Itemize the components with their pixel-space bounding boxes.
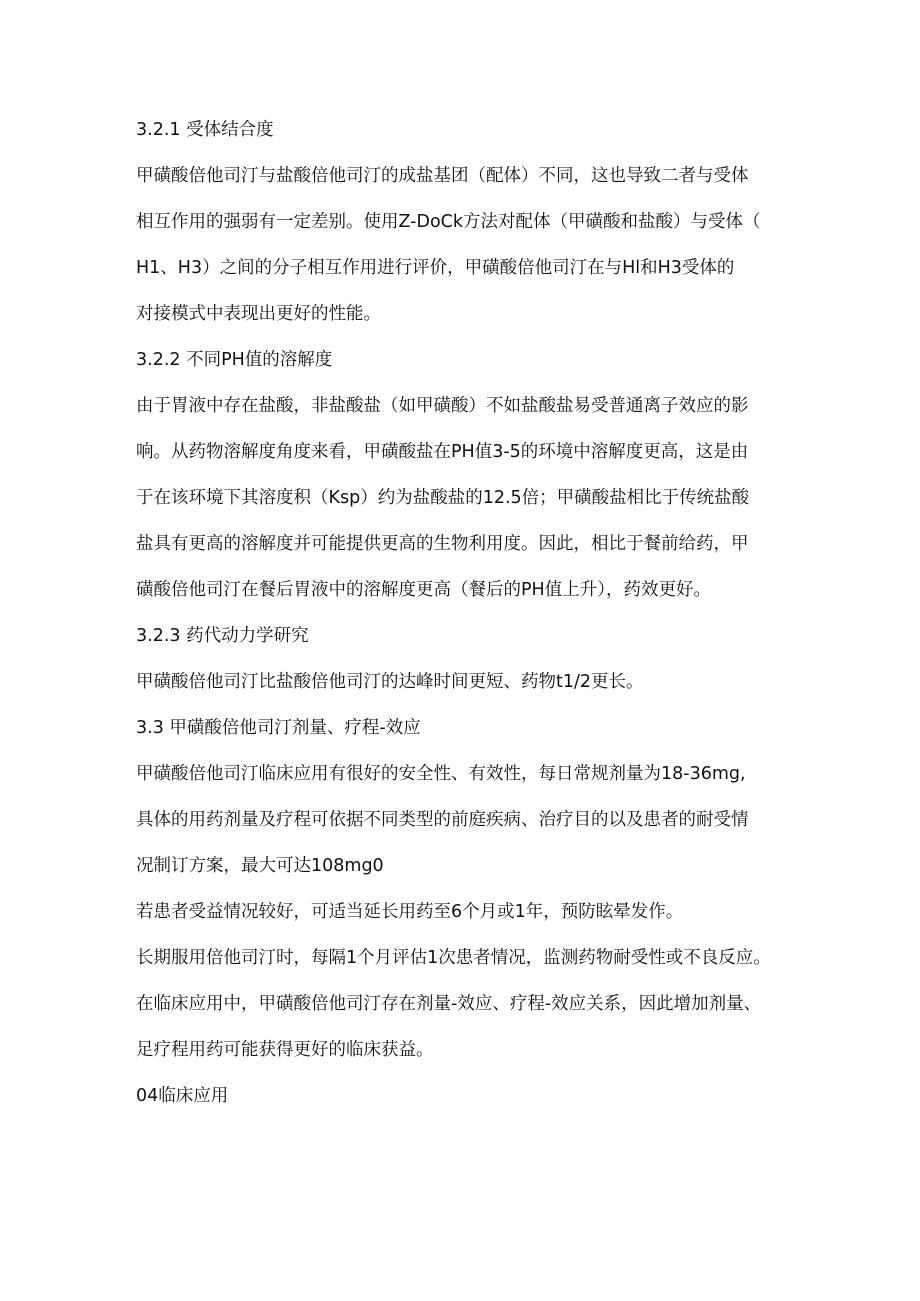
paragraph-line: 磺酸倍他司汀在餐后胃液中的溶解度更高（餐后的PH值上升），药效更好。 — [136, 580, 711, 600]
section-heading-3-2-3: 3.2.3 药代动力学研究 — [136, 626, 309, 646]
paragraph-line: 由于胃液中存在盐酸，非盐酸盐（如甲磺酸）不如盐酸盐易受普通离子效应的影 — [136, 396, 749, 416]
section-heading-04: 04临床应用 — [136, 1086, 229, 1106]
paragraph-line: 于在该环境下其溶度积（Ksp）约为盐酸盐的12.5倍；甲磺酸盐相比于传统盐酸 — [136, 488, 750, 508]
paragraph-line: 对接模式中表现出更好的性能。 — [136, 304, 381, 324]
paragraph-line: H1、H3）之间的分子相互作用进行评价，甲磺酸倍他司汀在与Hl和H3受体的 — [136, 258, 735, 278]
paragraph-line: 若患者受益情况较好，可适当延长用药至6个月或1年，预防眩晕发作。 — [136, 902, 684, 922]
paragraph-line: 甲磺酸倍他司汀临床应用有很好的安全性、有效性，每日常规剂量为18-36mg, — [136, 764, 746, 784]
paragraph-line: 长期服用倍他司汀时，每隔1个月评估1次患者情况，监测药物耐受性或不良反应。 — [136, 948, 771, 968]
paragraph-line: 相互作用的强弱有一定差别。使用Z-DoCk方法对配体（甲磺酸和盐酸）与受体（ — [136, 212, 761, 232]
paragraph-line: 在临床应用中，甲磺酸倍他司汀存在剂量-效应、疗程-效应关系，因此增加剂量、 — [136, 994, 762, 1014]
section-heading-3-2-2: 3.2.2 不同PH值的溶解度 — [136, 350, 333, 370]
paragraph-line: 足疗程用药可能获得更好的临床获益。 — [136, 1040, 434, 1060]
section-heading-3-3: 3.3 甲磺酸倍他司汀剂量、疗程-效应 — [136, 718, 421, 738]
section-heading-3-2-1: 3.2.1 受体结合度 — [136, 120, 274, 140]
paragraph-line: 况制订方案，最大可达108mg0 — [136, 856, 384, 876]
paragraph-line: 甲磺酸倍他司汀比盐酸倍他司汀的达峰时间更短、药物t1/2更长。 — [136, 672, 644, 692]
paragraph-line: 盐具有更高的溶解度并可能提供更高的生物利用度。因此，相比于餐前给药，甲 — [136, 534, 749, 554]
document-content — [136, 116, 791, 1128]
paragraph-line: 响。从药物溶解度角度来看，甲磺酸盐在PH值3-5的环境中溶解度更高，这是由 — [136, 442, 749, 462]
paragraph-line: 甲磺酸倍他司汀与盐酸倍他司汀的成盐基团（配体）不同，这也导致二者与受体 — [136, 166, 749, 186]
paragraph-line: 具体的用药剂量及疗程可依据不同类型的前庭疾病、治疗目的以及患者的耐受情 — [136, 810, 749, 830]
